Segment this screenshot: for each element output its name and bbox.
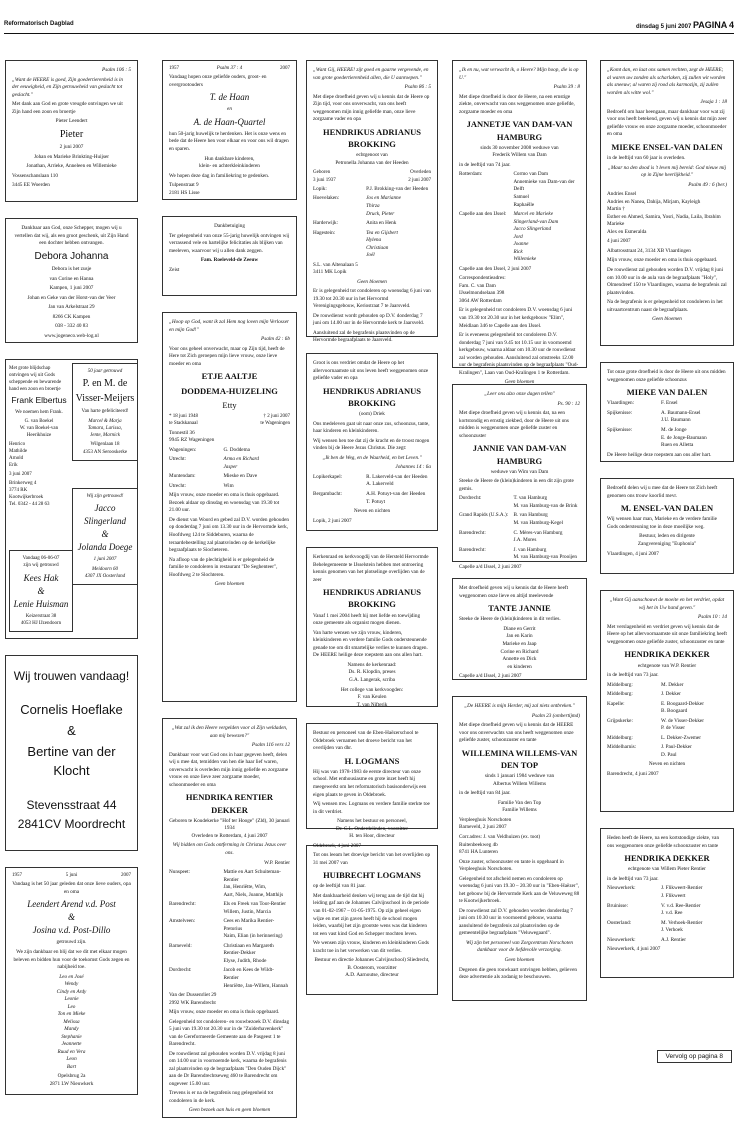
combined-ads-block [5,359,138,639]
wedding-ad-hak: Vandaag 06-06-07 zijn wij getrouwd Kees Hak & Lenie Huisman Keizerstraat 38 4053 HJ IJzendoorn [9,550,73,632]
column-1 [5,60,138,1111]
obituary-doddema: „Hoop op God, want ik zal Hem nog loven mijn Verlosser en mijn God!" Psalm 42 : 6b Voor ons geheel onverwacht, maar op Zijn tijd, heeft de Here tot Zich geroepen mijn lieve vrouw, onze lieve moeder en oma ETJE AALTJE DODDEMA-HUIZELING Etty * 18 juni 1948 te Stadskanaal † 2 juni 2007 te Wageningen Tonnestil 36 9945 RZ Wageningen Wageningen: G. Doddema Utrecht: Arma en Richard Jasper Muntendam: Mieske en Dave Utrecht: Wim Mijn vrouw, onze moeder en oma is thuis opgebaard. Bezoek aldaar op dinsdag en woensdag van 19.30 tot 21.00 uur. De dienst van Woord en gebed zal D.V. worden gehouden op donderdag 7 juni om 13.30 uur in de Hervormde kerk, Hoofdweg 124 te Siddeburen, waarna de teraardebestelling zal plaatsvinden op de kerkelijke begraafplaats te Siocheteren. Na afloop van de plechtigheid is er gelegenheid de familie te condoleren in restaurant "De Seghenteer", Hoofdweg 2 te Slochteren. Geen bloemen [162,312,297,702]
anniversary-ad-de-haan: 1957 Psalm 37 : 4 2007 Vandaag hopen onze geliefde ouders, groot- en overgrootouders T. de Haan en A. de Haan-Quartel hun 50-jarig huwelijk te herdenken. Het is onze wens en bede dat de Heere hen voor elkaar en voor ons wil dragen en sparen. Hun dankbare kinderen, klein- en achterkleinkinderen We hopen deze dag in familiekring te gedenken. Tulpenstraat 9 2181 HS Lisse [162,60,297,200]
page-header [4,20,734,32]
choir-notice-ensel: Bedroefd delen wij u mee dat de Heere tot Zich heeft genomen ons trouw koorlid mevr. M. ENSEL-VAN DALEN Wij wensen haar man, Marieke en de verdere familie Gods ondersteuning toe in deze moeilijke weg. Bestuur, leden en dirigente Zangvereniging "Euphonia" Vlaardingen, 4 juni 2007 [600,478,734,574]
obituary-willems: „De HEERE is mijn Herder, mij zal niets ontbreken." Psalm 23 (ombertijmd) Met diepe droefheid geven wij u kennis dat de HEERE voor ons onverwachts van ons heeft weggenomen onze geliefde zuster, schoonzuster en tante WILLEMINA WILLEMS-VAN DEN TOP sinds 1 januari 1984 weduwe van Albertus Willem Willems in de leeftijd van 84 jaar. Familie Van den Top Familie Willems Verpleeghuis Norschoten Barneveld, 2 juni 2007 Corr.adres: J. van Veldhuizen (ex. toot) Ruitenbeekweg 4b 8741 HA Lunteren Onze zuster, schoonzuster en tante is opgebaard in Verpleeghuis Norschoten. Gelegenheid tot afscheid nemen en condoleren op woensdag 6 juni van 19.30 – 20.30 uur in "Eben-Haëzer", het gebouw bij de Hervormde Kerk aan de Veluweweg 88 te Kootwijkerbroek. De rouwdienst zal D.V. gehouden worden donderdag 7 juni om 10.30 uur in voornoemd gebouw, waarna aansluitend de begrafenis zal plaatsvinden op de gemeentelijke begraafplaats "Veluwegaard". Wij zijn het personeel van Zorgcentrum Norschoten dankbaar voor de liefdevolle verzorging. Geen bloemen Degenen die geen rouwkaart ontvingen hebben, gelieven deze advertentie als zodanig te beschouwen. [452,696,587,1001]
wedding-ad-slingerland: Wij zijn getrouwd! Jacco Slingerland & Jolanda Doege 1 juni 2007 Meidoorn 60 4307 JX Oosterland [72,488,138,585]
paper-name: Reformatorisch Dagblad [4,21,74,27]
column-2 [162,60,297,1134]
obituary-rentier-dekker: „Wat zal ik den Heere vergelden voor al Zijn weldaden, aan mij bewezen?" Psalm 116 vers 12 Dankbaar voor wat God ons in haar gegeven heeft, delen wij u mee dat, temidden van hen die haar lief waren, onverwacht is overleden mijn innig geliefde en zorgzame vrouw en onze lieve zeer zorgzame moeder, schoonmoeder en oma HENDRIKA RENTIER DEKKER Geboren te Koudekerke "Hof ter Hooge" (Zld), 30 januari 1934 Overleden te Rotterdam, 4 juni 2007 Wij bidden om Gods ontferming in Christus Jezus over ons. W.P. Rentier Nunspeet: Mattie en Aart Schuiteman-Rentier Jan, Henriëtte, Wim, Aart, Niels, Joanne, Matthijs Barendrecht: Els en Freek van Toor-Rentier Willem, Justin, Marcia Amstelveen: Cees en Marika Rentier-Pretorius Naim, Elian (in herinnering) Barneveld: Christiaan en Margareth Rentier-Dekker Elyse, Judith, Rhode Dordrecht: Jacob en Kees de Wildt-Rentier Henriëtte, Jan-Willem, Hannah Van der Dussenrliet 29 2992 WK Barendrecht Mijn vrouw, onze moeder en oma is thuis opgebaard. Gelegenheid tot condoleren- en rouwbezoek D.V. dinsdag 5 juni van 19.30 tot 20.30 uur in de "Zuiderhavenkerk" van de Gereformeerde Gemeente aan de Pasgeest 1 te Barendrecht. De rouwdienst zal gehouden worden D.V. vrijdag 8 juni om 14.00 uur in voornoemde kerk, waarna de begrafenis zal plaatsvinden op de begraafplaats "Den Ouden Dijck" aan de Dr Barendrechtseweg 460 te Barendrecht om ongeveer 15.00 uur. Trevens is er na de begrafenis nog gelegenheid tot condoleren in de kerk. Geen bezoek aan huis en geen bloemen [162,718,297,1118]
obituary-brokking-1: „Want Gij, HEERE! zijt goed en gaarne vergevende, en van grote goedertierenheid allen, die U aanroepen." Psalm 86 : 5 Met diepe droefheid geven wij u kennis dat de Heere op Zijn tijd, voor ons onverwacht, van ons heeft weggenomen mijn innig geliefde man, onze lieve zorgzame vader en opa HENDRIKUS ADRIANUS BROKKING echtgenoot van Petronella Johanna van der Heeden Geboren 3 juni 1937 Overleden 2 juni 2007 Lopik: P.J. Brokking-van der Heeden Hoevelaken: Jos en Marianne Thirza Druck, Pieter Harderwijk: Anita en Henk Hagestein: Tea en Gijsbert Hylena Christiaan Joël S.L. van Altenalaan 5 3411 MK Lopik Geen bloemen Er is gelegenheid tot condoleren op woensdag 6 juni van 19.30 tot 20.30 uur in het Hervormd Verenigingsgebouw, Keriostraat 7 te Jaarsveld. De rouwdienst wordt gehouden op D.V. donderdag 7 juni om 14.00 uur in de Hervormde kerk te Jaarsveld. Aansluitend zal de begrafenis plaatsvinden op de Hervormde begraafplaats te Jaarsveld. [306,60,438,337]
column-4 [452,60,587,1017]
header-rule [4,33,734,34]
anniversary-ad-visser: 50 jaar getrouwd P. en M. de Visser-Meijers Van harte gefeliciteerd! Marcel & Marja Tamara, Larissa, Jente, Marnick Wilgenlaan 18 4353 AN Serooskerke [72,363,138,461]
birth-ad-frank: Met grote blijdschap ontvingen wij uit Gods scheppende en bewarende hand een zoon en broertje Frank Elbertus We noemen hem Frank. G. van Boekel W. van Boekel-van Heerikhuize Henrico Mathilde Arnold Erik 3 juni 2007 Brinkerweg 4 3774 RK Kootwijkerbroek Tel. 0342 - 44 28 63 [9,366,67,507]
church-notice-brokking: Kerkenraad en kerkvoogdij van de Hersteld Hervormde Behelegemeente te IJsselstein hebben met ontroering kennis genomen van het plotselinge overlijden van de zeer HENDRIKUS ADRIANUS BROKKING Vanaf 1 mei 2004 heeft hij met liefde en toewijding onze gemeente als organist mogen dienen. Van harte wensen we zijn vrouw, kinderen, kleinkinderen en verdere familie Gods ondersteunende genade toe om dit smartelijke verlies te kunnen dragen. De HEERE heilige deze roepstem aan ons allen hart. Namens de kerkenraad: Ds. R. Klopdin, preses G.A. Langerak, scriba Het college van kerkvoogden: F. van Keulen T. van Nifterik [306,547,438,707]
school-notice-logmans-1: Bestuur en personeel van de Eben-Haëzerschool te Oldebroek vernamen het droeve bericht van het overlijden van dhr. H. LOGMANS Hij was van 1978-1983 de eerste directeur van onze school. Met enthousiasme en grote inzet heeft hij meegewerkt om het reformatorisch basisonderwijs een eigen plaats te geven in Oldebroek. Wij wensen mw. Logmans en verdere familie sterkte toe in dit verdriet. Namens het bestuur en personeel, Dr. C.L. Onderdelinden, voorzitter H. ten Hoor, directeur Oldebroek, 4 juni 2007 [306,723,438,829]
school-notice-logmans-2: Tot ons leeam het droevige bericht van het overlijden op 31 mei 2007 van HUIBRECHT LOGMANS op de leeftijd van 81 jaar. Met dankbaarheid denken wij terug aan de tijd dat hij leiding gaf aan de Johannes Calvijnschool in de periode van 01-02-1967 – 01-05-1975. Op zijn geheel eigen wijze en met zijn gaven heeft hij de school mogen leiden, waarbij het zijn grootste wens was dat kinderen tot een vast kind God en Schepper mochten leven. We wensen zijn vrouw, kinderen en kleinkinderen Gods kracht toe in het verwerken van dit verlies. Bestuur en directie Johannes Calvijnschool) Sliedrecht, B. Oosterom, voorzitter A.D. Aarnoutse, directeur [306,845,438,995]
obituary-dekker-1: „Want Gij aanschouwt de moeite en het verdriet, opdat wij het in Uw hand geven." Psalm 10 : 14 Met verslagenheid en verdriet geven wij kennis dat de Heere op het allervoornaamste uit onze familiekring heeft weggenomen onze geliefde zuster, schoonzuster en tante HENDRIKA DEKKER echtgenote van W.P. Rentier in de leeftijd van 73 jaar. Middelburg: M. Dekker Middelburg: J. Dekker Kapelle: E. Boogaard-Dekker B. Boogaard Grijpskerke: W. de Visser-Dekker P. de Visser Middelburg: L. Dekker-Zwemer Middelharnis: J. Paul-Dekker D. Paul Neven en nichten Barendrecht, 4 juni 2007 [600,590,734,812]
wedding-ad-hoeflake: Wij trouwen vandaag! Cornelis Hoeflake & Bertine van der Klocht Stevensstraat 44 2841CV Moordrecht [5,655,138,851]
column-3 [306,60,438,1011]
continued-on-page-link[interactable]: Vervolg op pagina 8 [657,1050,732,1063]
obituary-van-dalen: Tot onze grote droefheid is door de Heere uit ons midden weggenomen onze geliefde schoonzus MIEKE VAN DALEN Vlaardingen: F. Ensel Spijkenisse: A. Baumann-Ensel J.U. Baumann Spijkenisse: M. de Jonge E. de Jonge-Baumann Ruen en Alletta De Heere heilige deze roepstem aan ons aller hart. [600,362,734,462]
obituary-brokking-2: Groot is ons verdriet omdat de Heere op het allervoornaamste uit ons leven heeft weggenomen onze geliefde vader en opa HENDRIKUS ADRIANUS BROKKING (oom) Driek Ons medeleven gaat uit naar onze zus, schoonzus, tante, haar kinderen en kleinkinderen. Wij wensen hen toe dat zij de kracht en de troost mogen vinden bij de Heere Jezus Christus. Die zegt: „Ik ben de Weg, en de Waarheid, en het Leven." Johannes 14 : 6a Lopikerkapel: R. Lakerveld-van der Heeden A. Lakerveld Bergambacht: A.H. Potuyt-van der Heeden T. Potuyt Neven en nichten Lopik, 2 juni 2007 [306,353,438,531]
obituary-van-dam-2: „Leer ons alzo onze dagen tellen" Ps. 90 : 12 Met diepe droefheid geven wij u kennis dat, na een kortstondig en ernstig ziekbed, door de Heere uit ons midden is weggenomen onze geliefde zuster en schoonzuster JANNIE VAN DAM-VAN HAMBURG weduwe van Wim van Dam Steeke de Heere de (klein)kinderen in een dit zijn grote gemis. Dordrecht: T. van Hamburg M. van Hamburg-van de Brink Grand Rapids (U.S.A.): B. van Hamburg M. van Hamburg-Kegel Barendrecht: C. Mères-van Hamburg J.A. Mores Barendrecht: J. van Hamburg M. van Hamburg-van Prooijen Capelle a/d IJssel, 2 juni 2007 [452,384,587,562]
column-5 [600,60,734,994]
obituary-tante-jannie: Met droefheid geven wij u kennis dat de Heere heeft weggenomen onze lieve en altijd meelevende TANTE JANNIE Steeke de Heere de (klein)kinderen in dit verlies. Diane en Gerrit Jan en Karin Marieke en Jaap Corine en Richard Annette en Dick en kinderen Capelle a/d IJssel, 2 juni 2007 [452,578,587,680]
page-date: dinsdag 5 juni 2007 PAGINA 4 [635,20,734,30]
anniversary-ad-post: 1957 5 juni 2007 Vandaag is het 50 jaar geleden dat onze lieve ouders, opa en oma Leendert Arend v.d. Post & Josina v.d. Post-Dillo getrouwd zijn. We zijn dankbaar en blij dat we dit met elkaar mogen beleven en bidden hun voor de toekomst Gods zegen en nabijheid toe. Leo en José Wendy Cindy en Ardy Leonie Leo Ton en Mieke Melissa Mandy Stephanie Jeannette Ruud en Vera Leon Bart Opelsbrug 2a 2871 LW Nieuwkerk [5,867,138,1095]
obituary-ensel-1: „Komt dan, en laat ons samen rechten, zegt de HEERE; al waren uw zonden als scharlaken, zij zullen wit worden als sneeuw; al waren zij rood als karmozijn, zij zullen worden als witte wol." Jesaja 1 : 18 Bedroefd om haar heengaan, maar dankbaar voor wat zij voor ons heeft betekend, geven wij u kennis dat mijn zeer geliefde vrouw en onze zorgzame moeder, schoonmoeder en oma MIEKE ENSEL-VAN DALEN in de leeftijd van 60 jaar is overleden. „Maar na den dood is 't leven mij bereid: God nieuw mij op in Zijne heerlijkheid." Psalm 49 : 6 (ber.) Andries Ensel Andries en Nanea, Dahija, Mirjam, Kayleigh Martin † Esther en Ahmed, Samira, Yosri, Nadia, Laila, Ibrahim Marieke Alex en Esmeralda 4 juni 2007 Albatrosstraat 24, 3134 XB Vlaardingen Mijn vrouw, onze moeder en oma is thuis opgebaard. De rouwdienst zal gehouden worden D.V. vrijdag 8 juni om 10.00 uur in de aula van de begraafplaats "Holy", Olmendreef 150 te Vlaardingen, waarna de begrafenis zal plaatsvinden. Na de begrafenis is er gelegenheid tot condoleren in het uitvaartcentrum naast de begraafplaats. Geen bloemen [600,60,734,346]
birth-ad-pieter: Psalm 106 : 5 „Want de HEERE is goed, Zijn goedertierenheid is in der eeuwigheid, en Zijn getrouwheid van geslacht tot geslacht." Met dank aan God en grote vreugde ontvingen we uit Zijn hand een zoon en broertje Pieter Leendert Pieter 2 juni 2007 Johan en Marieke Brinkting-Huijser Jonathan, Arrieke, Anneleen en Willemieke Vossenschanslaan 110 3445 EE Woerden [5,60,138,202]
thanks-ad-roeleveld: Dankbetuiging Ter gelegenheid van onze 55-jarig huwelijk ontvingen wij verrassend vele en hartelijke felicitaties als blijken van meeleven, waarvoor wij u allen dank zeggen. Fam. Roeleveld-de Zeeuw Zeist [162,216,297,296]
birth-ad-debora: Dankbaar aan God, onze Schepper, mogen wij u vertellen dat wij, als een groot geschenk, uit Zijn Hand een dochter hebben ontvangen. Debora Johanna Debora is het zusje van Corine en Hanna Kampen, 1 juni 2007 Johan en Geke van der Horst-van der Veer Jan van Arkelstraat 29 8266 CK Kampen 038 - 332 40 83 www.jogeneco.web-log.nl [5,218,138,343]
obituary-van-dam-1: „Ik en nu, wat verwacht ik, o Heere? Mijn hoop, die is op U." Psalm 39 : 8 Met diepe droefheid is door de Heere, na een ernstige ziekte, onverwacht van ons weggenomen onze geliefde, zorgzame moeder en oma JANNETJE VAN DAM-VAN HAMBURG sinds 30 november 2008 weduwe van Frederik Willem van Dam in de leeftijd van 74 jaar. Rotterdam: Cormo van Dam Annemieke van Dam-van der Delft Samuel Raphaëlle Capelle aan den IJssel: Marcel en Marieke Slingerland-van Dam Jacco Slingerland Jord Joanne Rick Willemieke Capelle aan den IJssel, 2 juni 2007 Correspondentieadres: Fam. C. van Dam IJsselmondselaan 398 3064 AW Rotterdam Er is gelegenheid tot condoleren D.V. woensdag 6 juni van 19.30 tot 20.30 uur in het kerkgebouw "Elim", Meidlaan 346 te Capelle aan den IJssel. Er is eveneens gelegenheid tot condoleren D.V. donderdag 7 juni van 9.45 tot 10.15 uur in voornoemd kerkgebouw, waarna aldaar om 10.30 uur de rouwdienst zal worden gehouden. Aansluitend zal omstreeks 12.00 uur de begrafenis plaatsvinden op de begraafplaats "Oud-Kralingen", Laan van Oud-Kralingen 1 te Rotterdam. Geen bloemen [452,60,587,368]
obituary-dekker-2: Heden heeft de Heere, na een kortstondige ziekte, van ons weggenomen onze geliefde schoonzuster en tante HENDRIKA DEKKER echtgenote van Willem Pieter Rentier in de leeftijd van 73 jaar. Nieuwerkerk: J. Flikweert-Rentier J. Flikweert Bruinisse: V. v.d. Ree-Rentier J. v.d. Ree Oosterland: M. Verhoek-Rentier J. Verhoek Nieuwerkerk: A.J. Rentier Nieuwerkerk, 4 juni 2007 [600,828,734,978]
